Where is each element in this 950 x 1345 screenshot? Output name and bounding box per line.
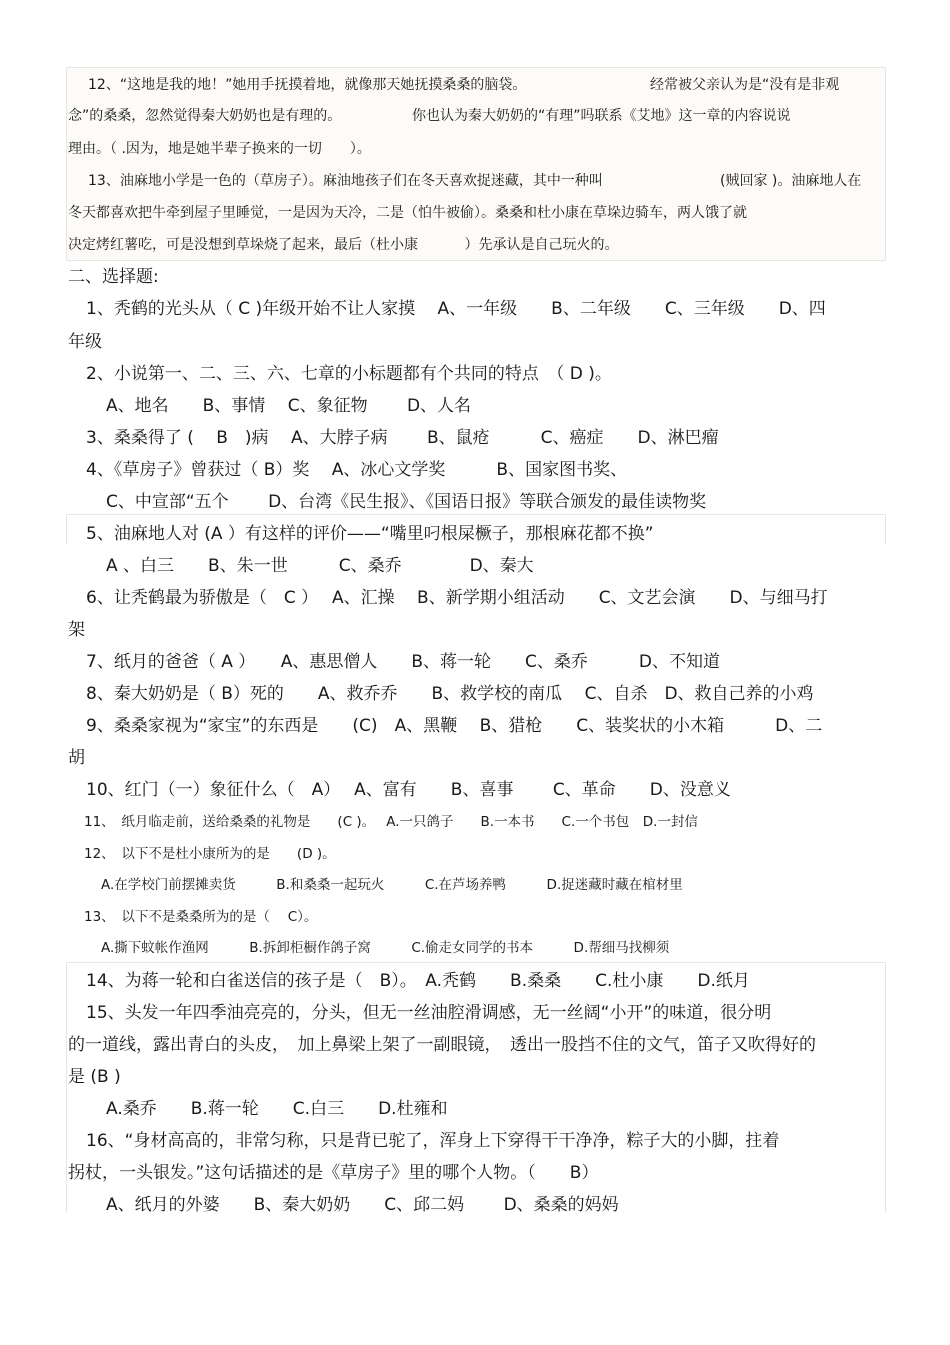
choice-q12-line1: 12、 以下不是杜小康所为的是 (D )。 bbox=[84, 846, 336, 862]
choice-q2-line2: A、地名 B、事情 C、象征物 D、人名 bbox=[106, 396, 472, 416]
choice-q14: 14、为蒋一轮和白雀送信的孩子是（ B）。 A.秃鹤 B.桑桑 C.杜小康 D.纸月 bbox=[86, 971, 750, 991]
choice-q6-line1: 6、让秃鹤最为骄傲是（ C ） A、汇操 B、新学期小组活动 C、文艺会演 D、与细马打 bbox=[86, 588, 828, 608]
choice-q8: 8、秦大奶奶是（ B）死的 A、救乔乔 B、救学校的南瓜 C、自杀 D、救自己养的小鸡 bbox=[86, 684, 814, 704]
choice-q13-line2: A.撕下蚊帐作渔网 B.拆卸柜橱作鸽子窝 C.偷走女同学的书本 D.帮细马找柳须 bbox=[101, 940, 670, 956]
choice-q15-line4: A.桑乔 B.蒋一轮 C.白三 D.杜雍和 bbox=[106, 1099, 448, 1119]
choice-q15-line2: 的一道线，露出青白的头皮， 加上鼻梁上架了一副眼镜， 透出一股挡不住的文气，笛子又吹得好的 bbox=[68, 1035, 816, 1055]
choice-q13-line1: 13、 以下不是桑桑所为的是（ C）。 bbox=[84, 909, 318, 925]
choice-q1-line1: 1、秃鹤的光头从（ C )年级开始不让人家摸 A、一年级 B、二年级 C、三年级 D、四 bbox=[86, 299, 826, 319]
fill-q12-line1: 12、“这地是我的地！”她用手抚摸着地，就像那天她抚摸桑桑的脑袋。 bbox=[88, 77, 527, 93]
choice-q3: 3、桑桑得了 ( B )病 A、大脖子病 B、鼠疮 C、癌症 D、淋巴瘤 bbox=[86, 428, 719, 448]
choice-q16-line3: A、纸月的外婆 B、秦大奶奶 C、邱二妈 D、桑桑的妈妈 bbox=[106, 1195, 619, 1215]
section-title: 二、选择题: bbox=[68, 267, 159, 287]
fill-q13-line3: 决定烤红薯吃，可是没想到草垛烧了起来，最后（杜小康 ）先承认是自己玩火的。 bbox=[68, 237, 619, 253]
choice-q7: 7、纸月的爸爸（ A ） A、惠思僧人 B、蒋一轮 C、桑乔 D、不知道 bbox=[86, 652, 721, 672]
choice-q9-line2: 胡 bbox=[68, 748, 85, 768]
fill-q12-line2: 念”的桑桑，忽然觉得秦大奶奶也是有理的。 bbox=[68, 108, 342, 124]
fill-q12-line2b: 你也认为秦大奶奶的“有理”吗联系《艾地》这一章的内容说说 bbox=[412, 108, 791, 124]
fill-q13-line1: 13、油麻地小学是一色的（草房子）。麻油地孩子们在冬天喜欢捉迷藏，其中一种叫 bbox=[88, 173, 603, 189]
choice-q1-line2: 年级 bbox=[68, 332, 102, 352]
fill-q12-line3: 理由。（ .因为，地是她半辈子换来的一切 ）。 bbox=[68, 141, 371, 157]
fill-q12-line1b: 经常被父亲认为是“没有是非观 bbox=[650, 77, 840, 93]
choice-q12-line2: A.在学校门前摆摊卖货 B.和桑桑一起玩火 C.在芦场养鸭 D.捉迷藏时藏在棺材里 bbox=[101, 877, 683, 893]
choice-q4-line2: C、中宣部“五个 D、台湾《民生报》、《国语日报》等联合颁发的最佳读物奖 bbox=[106, 492, 707, 512]
choice-q2-line1: 2、小说第一、二、三、六、七章的小标题都有个共同的特点 （ D )。 bbox=[86, 364, 612, 384]
choice-q6-line2: 架 bbox=[68, 620, 85, 640]
choice-q5-line2: A 、白三 B、朱一世 C、桑乔 D、秦大 bbox=[106, 556, 534, 576]
choice-q15-line1: 15、头发一年四季油亮亮的，分头，但无一丝油腔滑调感，无一丝阔“小开”的味道，很分明 bbox=[86, 1003, 772, 1023]
choice-q4-line1: 4、《草房子》曾获过（ B）奖 A、冰心文学奖 B、国家图书奖、 bbox=[86, 460, 628, 480]
choice-q5-line1: 5、油麻地人对 (A ）有这样的评价——“嘴里叼根屎橛子，那根麻花都不换” bbox=[86, 524, 654, 544]
choice-q16-line1: 16、“身材高高的，非常匀称，只是背已驼了，浑身上下穿得干干净净，粽子大的小脚，拄着 bbox=[86, 1131, 780, 1151]
choice-q11: 11、 纸月临走前，送给桑桑的礼物是 (C )。 A.一只鸽子 B.一本书 C.一个书包 D.一封信 bbox=[84, 814, 698, 830]
fill-q13-line2: 冬天都喜欢把牛牵到屋子里睡觉，一是因为天冷，二是（怕牛被偷）。桑桑和杜小康在草垛边骑车，两人饿了就 bbox=[68, 205, 747, 221]
choice-q9-line1: 9、桑桑家视为“家宝”的东西是 (C) A、黑鞭 B、猎枪 C、装奖状的小木箱 D、二 bbox=[86, 716, 823, 736]
choice-q16-line2: 拐杖，一头银发。”这句话描述的是《草房子》里的哪个人物。（ B） bbox=[68, 1163, 599, 1183]
fill-in-frame bbox=[66, 67, 886, 261]
choice-q10: 10、红门（一）象征什么（ A） A、富有 B、喜事 C、革命 D、没意义 bbox=[86, 780, 731, 800]
choice-q15-line3: 是 (B ) bbox=[68, 1067, 121, 1087]
fill-q13-line1b: (贼回家 )。油麻地人在 bbox=[720, 173, 862, 189]
